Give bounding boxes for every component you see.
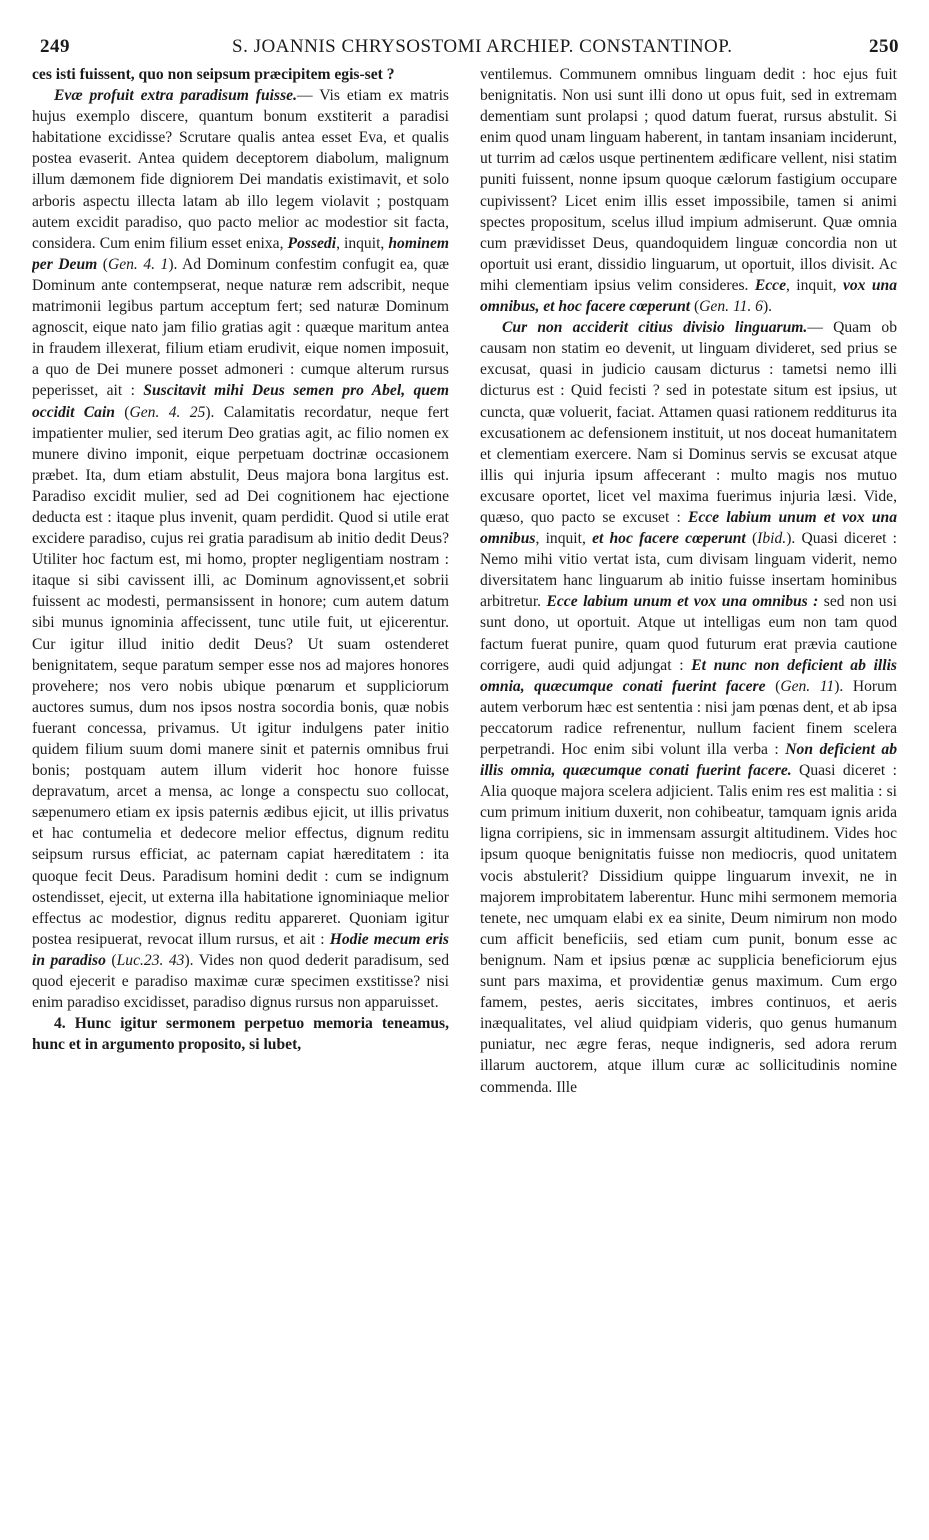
body-text: ). Calamitatis recordatur, neque fert impatienter mulier, sed iterum Deo gratias agit, ac filio nomen ex munere divino imponit, eique perpetuam doctrinæ occasionem præbet. Ita, dum etiam abstulit, Deus majora bona largitus est. Paradiso excidit mulier, sed ad Dei cognitionem hac ejectione deducta est : itaque plus invenit, quam perdidit. Quod si utile erat excidere paradiso, cujus rei gratia paradisum ab initio dedit Deus? Utiliter hoc factum est, mi homo, propter negligentiam nostram : itaque si sibi cavissent illi, ac Dominum agnovissent,et sobrii fuissent ac modesti, permansissent in honore; cum autem datum sibi munus ignominia affecissent, tunc utile fuit, ut ejicerentur. Cur igitur illud initio dedit Deus? Ut suam ostenderet benignitatem, seque paratum semper esse nos ad majores honores provehere; nos vero nobis ubique pœnarum et suppliciorum auctores sumus, dum nos ipsos nostra socordia bonis, quæ nobis fuerant concessa, privamus. Ut igitur indulgens pater initio quidem filium suum domi manere sinit et paternis omnibus frui bonis; postquam autem illum viderit hoc honore fuisse depravatum, arcet a mensa, ac longe a conspectu suo collocat, sæpenumero etiam ex ipsis paternis ædibus ejicit, ut illis privatus et hac contumelia et dedecore melior effectus, dignum reditu seipsum rursus efficiat, ac paternam capiat hæreditatem : ita quoque fecit Deus. Paradisum homini dedit : cum se indignum ostendisset, ejecit, ut externa illa habitatione ignominiaque melior effectus ac modestior, dignus reditu appareret. Quoniam igitur postea resipuerat, revocat illum rursus, et ait : (32, 403, 449, 948)
citation-text: Gen. 4. 1 (107, 255, 169, 273)
citation-text: Gen. 11 (780, 677, 835, 695)
page-number-right: 250 (869, 36, 899, 57)
body-text: Quasi diceret : Alia quoque majora scelera adjicient. Talis enim res est malitia : si cum primum initium duxerit, non cohibeatur, tamquam ignis arida ligna corripiens, sic in immensam assurgit altitudinem. Vides hoc ipsum quoque benignitatis fuisse non mediocris, quod unitatem vocis abstulerit? Dissidium quippe linguarum invexit, ne in majorem improbitatem laberentur. Hunc mihi sermonem memoria tenete, nec umquam elabi ex ea sinite, Deum nimirum non modo cum afficit beneficiis, sed etiam cum punit, bonum esse ac benignum. Nam et ipsius pœnæ ac supplicia beneficiorum ejus sunt pars maxima, et providentiæ genus maximum. Cum ergo famem, pestes, aeris siccitates, imbres continuos, et aeris inæqualitates, vel aliud quidpiam videris, quo genus humanum puniatur, nec ægre feras, neque indigneris, sed adora rerum illarum auctorem, atque illum curæ ac sollicitudinis nomine commenda. Ille (480, 762, 897, 1096)
emphasis-text: hominem per Deum (32, 234, 449, 273)
body-text: — Quam ob causam non statim eo devenit, ut linguam divideret, sed prius se excusat, quasi in judicio causam dicturus : tametsi nemo illi dicturus est : Quid fecisti ? sed in potestate situm est ipsius, ut cuncta, quæ voluerit, faciat. Attamen quasi rationem redditurus ita excusationem ac defensionem instituit, ut nos doceat humanitatem et clementiam exercere. Nam si Dominus servis se excusat atque illis qui injuria ipsum affecerant : multo magis nos mutuo excusare oportet, licet vel maxima fuerimus injuria læsi. Vide, quæso, quo pacto se excuset : (480, 319, 897, 526)
emphasis-text: vox una omnibus, et hoc facere cœperunt (480, 276, 897, 316)
page-number-left: 249 (40, 36, 70, 57)
body-text: ( (745, 530, 758, 548)
emphasis-text: Ecce labium unum et vox una omnibus (480, 508, 897, 548)
emphasis-text: Hodie mecum eris in paradiso (32, 930, 449, 969)
paragraph (480, 64, 897, 317)
paragraph (480, 317, 897, 1097)
body-text: , inquit, (336, 234, 389, 252)
emphasis-text: Et nunc non deficient ab illis omnia, quæcumque conati fuerint facere (480, 656, 897, 695)
emphasis-text: et hoc facere cœperunt (592, 530, 746, 548)
body-text: ventilemus. Communem omnibus linguam dedit : hoc ejus fuit benignitatis. Non usi sunt illi dono ut opus fuit, sed in extremam dementiam sunt prolapsi ; quod datum fuerat, rursus abstulit. Si enim quod unam linguam haberent, in tantam insaniam inciderunt, ut turrim ad cælos usque pertinentem ædificare vellent, nisi statim puniti fuissent, nonne ipsum quoque cælorum fastigium occupare cupivissent? Licet enim illis esset impossibile, tamen si animi spectes propositum, scelus illud impium admiserunt. Quæ omnia cum prævidisset Deus, quandoquidem linguæ concordia non ut oportuit usi erant, dissidio linguarum, ut oportuit, illos divisit. Ac mihi clementiam ipsius velim consideres. (480, 66, 897, 294)
running-header (40, 36, 899, 58)
citation-text: Luc.23. 43 (116, 951, 185, 969)
body-text: ( (105, 951, 117, 969)
body-text: ). Vides non quod dederit paradisum, sed quod ejecerit e paradiso maximæ curæ specimen exstitisse? nisi enim paradiso excidisset, paradiso dignus rursus non apparuisset. (32, 951, 449, 1012)
emphasis-text: Cur non acciderit citius divisio linguarum. (502, 319, 808, 337)
body-text: ( (690, 298, 700, 316)
emphasis-text: Ecce (754, 276, 787, 294)
body-text: — Vis etiam ex matris hujus exemplo discere, quantum bonum exstiterit a paradisi habitatione excidisse? Scrutare qualis antea esset Eva, et qualis postea evaserit. Antea quidem deceptorem diabolum, malignum illum dæmonem fide digniorem Dei mandatis existimavit, et solo arboris aspectu illecta latam ab illo legem violavit ; postquam autem excidit paradiso, quo pacto melior ac modestior sit facta, considera. Cum enim filium esset enixa, (32, 87, 449, 252)
text-column-right (480, 64, 897, 1524)
running-title: S. JOANNIS CHRYSOSTOMI ARCHIEP. CONSTANTINOP. (232, 36, 733, 57)
paragraph (32, 1013, 449, 1055)
body-text: ). Horum autem verborum hæc est sententia : nisi jam pœnas dent, et ab ipsa peccatorum radice refrenentur, nullum facient finem scelera perpetrandi. Hoc enim sibi volunt illa verba : (480, 677, 897, 758)
body-text: sed non usi sunt dono, ut oportuit. Atque ut intelligas eum non tam quod factum fuerat punire, quam quod futurum erat prævia cautione corrigere, audi quid adjungat : (480, 593, 897, 674)
text-column-left (32, 64, 449, 1524)
body-text: ( (97, 255, 108, 273)
body-text: , inquit, (535, 530, 593, 548)
emphasis-text: Suscitavit mihi Deus semen pro Abel, quem occidit Cain (32, 382, 449, 421)
body-text: ). Ad Dominum confestim confugit ea, quæ Dominum ante contempserat, neque naturæ rem adscribit, neque matrimonii legibus partum acceptum fert; sed naturæ Dominum agnoscit, eique nato jam filio gratias agit : quæque maritum antea in fraudem illexerat, filium etiam erudivit, eique nomen imposuit, a quo de Dei munere posset admoneri : cumque alterum rursus peperisset, ait : (32, 255, 449, 400)
body-text: ( (114, 403, 130, 421)
body-text: ). Quasi diceret : Nemo mihi vitio vertat ista, cum divisam linguam viderit, nemo diversitatem hanc linguarum ab initio fuisse insertam hominibus arbitretur. (480, 530, 897, 611)
paragraph (32, 85, 449, 1013)
body-text: ). (762, 298, 773, 316)
emphasis-text: Non deficient ab illis omnia, quæcumque conati fuerint facere. (480, 741, 897, 780)
bold-text: 4. Hunc igitur sermonem perpetuo memoria teneamus, hunc et in argumento proposito, si lubet, (32, 1015, 449, 1054)
body-text: , inquit, (786, 276, 843, 294)
emphasis-text: Possedi (287, 234, 337, 252)
citation-text: Gen. 11. 6 (699, 298, 763, 316)
bold-text: ces isti fuissent, quo non seipsum præcipitem egis-set ? (32, 66, 395, 83)
citation-text: Gen. 4. 25 (129, 403, 206, 421)
body-text: ( (765, 677, 781, 695)
emphasis-text: Evæ profuit extra paradisum fuisse. (54, 87, 297, 105)
citation-text: Ibid. (757, 530, 787, 548)
emphasis-text: Ecce labium unum et vox una omnibus : (546, 593, 819, 611)
paragraph (32, 64, 449, 85)
